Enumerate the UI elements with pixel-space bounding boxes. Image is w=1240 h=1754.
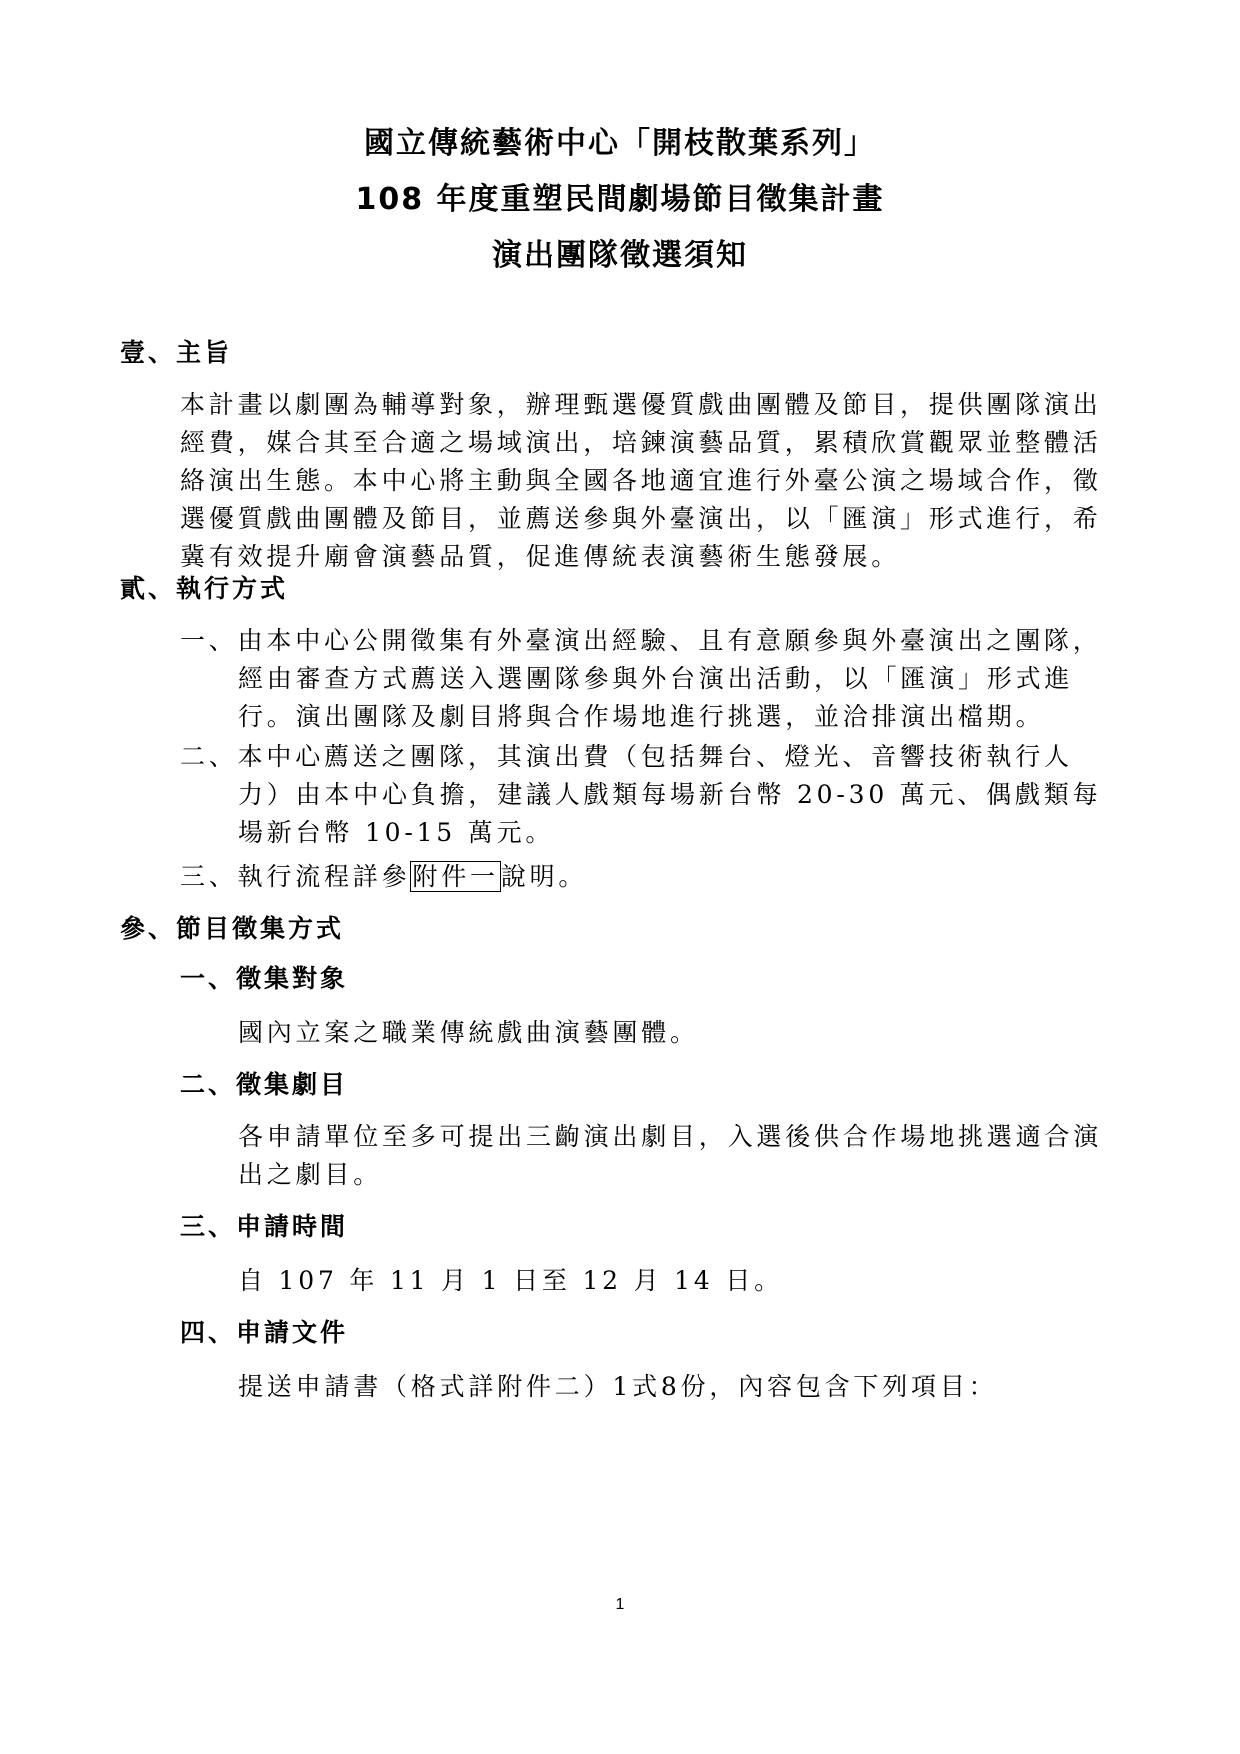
subsection-2-heading: 二、徵集劇目 xyxy=(180,1070,349,1099)
subsection-4-text: 提送申請書（格式詳附件二）1式8份，內容包含下列項目： xyxy=(238,1372,998,1401)
section-2-item-3 xyxy=(180,858,1105,896)
title-line-3: 演出團隊徵選須知 xyxy=(492,238,748,273)
subsection-2-text: 各申請單位至多可提出三齣演出劇目，入選後供合作場地挑選適合演出之劇目。 xyxy=(238,1122,1103,1189)
subsection-4-heading: 四、申請文件 xyxy=(180,1318,349,1347)
section-2-heading: 貳、執行方式 xyxy=(120,574,289,603)
subsection-1-text: 國內立案之職業傳統戲曲演藝團體。 xyxy=(238,1018,699,1047)
subsection-3-text: 自 107 年 11 月 1 日至 12 月 14 日。 xyxy=(238,1266,783,1295)
section-2-item-1: 一、由本中心公開徵集有外臺演出經驗、且有意願參與外臺演出之團隊，經由審查方式薦送入選團隊參與外台演出活動，以「匯演」形式進行。演出團隊及劇目將與合作場地進行挑選，並洽排演出檔期。 xyxy=(180,626,1102,731)
section-2-item-2: 二、本中心薦送之團隊，其演出費（包括舞台、燈光、音響技術執行人力）由本中心負擔，建議人戲類每場新台幣 20-30 萬元、偶戲類每場新台幣 10-15 萬元。 xyxy=(180,742,1102,847)
item-3-prefix: 三、執行流程詳參 xyxy=(180,862,411,891)
section-1-text: 本計畫以劇團為輔導對象，辦理甄選優質戲曲團體及節目，提供團隊演出經費，媒合其至合適之場域演出，培鍊演藝品質，累積欣賞觀眾並整體活絡演出生態。本中心將主動與全國各地適宜進行外臺公演之場域合作，徵選優質戲曲團體及節目，並薦送參與外臺演出，以「匯演」形式進行，希冀有效提升廟會演藝品質，促進傳統表演藝術生態發展。 xyxy=(180,390,1102,571)
section-1-heading: 壹、主旨 xyxy=(120,338,233,367)
attachment-1-link[interactable]: 附件一 xyxy=(412,862,499,891)
page-number: 1 xyxy=(615,1596,625,1613)
title-line-1: 國立傳統藝術中心「開枝散葉系列」 xyxy=(364,126,876,161)
subsection-3-heading: 三、申請時間 xyxy=(180,1212,349,1241)
title-line-2: 108 年度重塑民間劇場節目徵集計畫 xyxy=(355,182,885,217)
section-3-heading: 參、節目徵集方式 xyxy=(120,914,345,943)
item-3-suffix: 說明。 xyxy=(500,862,588,891)
subsection-1-heading: 一、徵集對象 xyxy=(180,964,349,993)
